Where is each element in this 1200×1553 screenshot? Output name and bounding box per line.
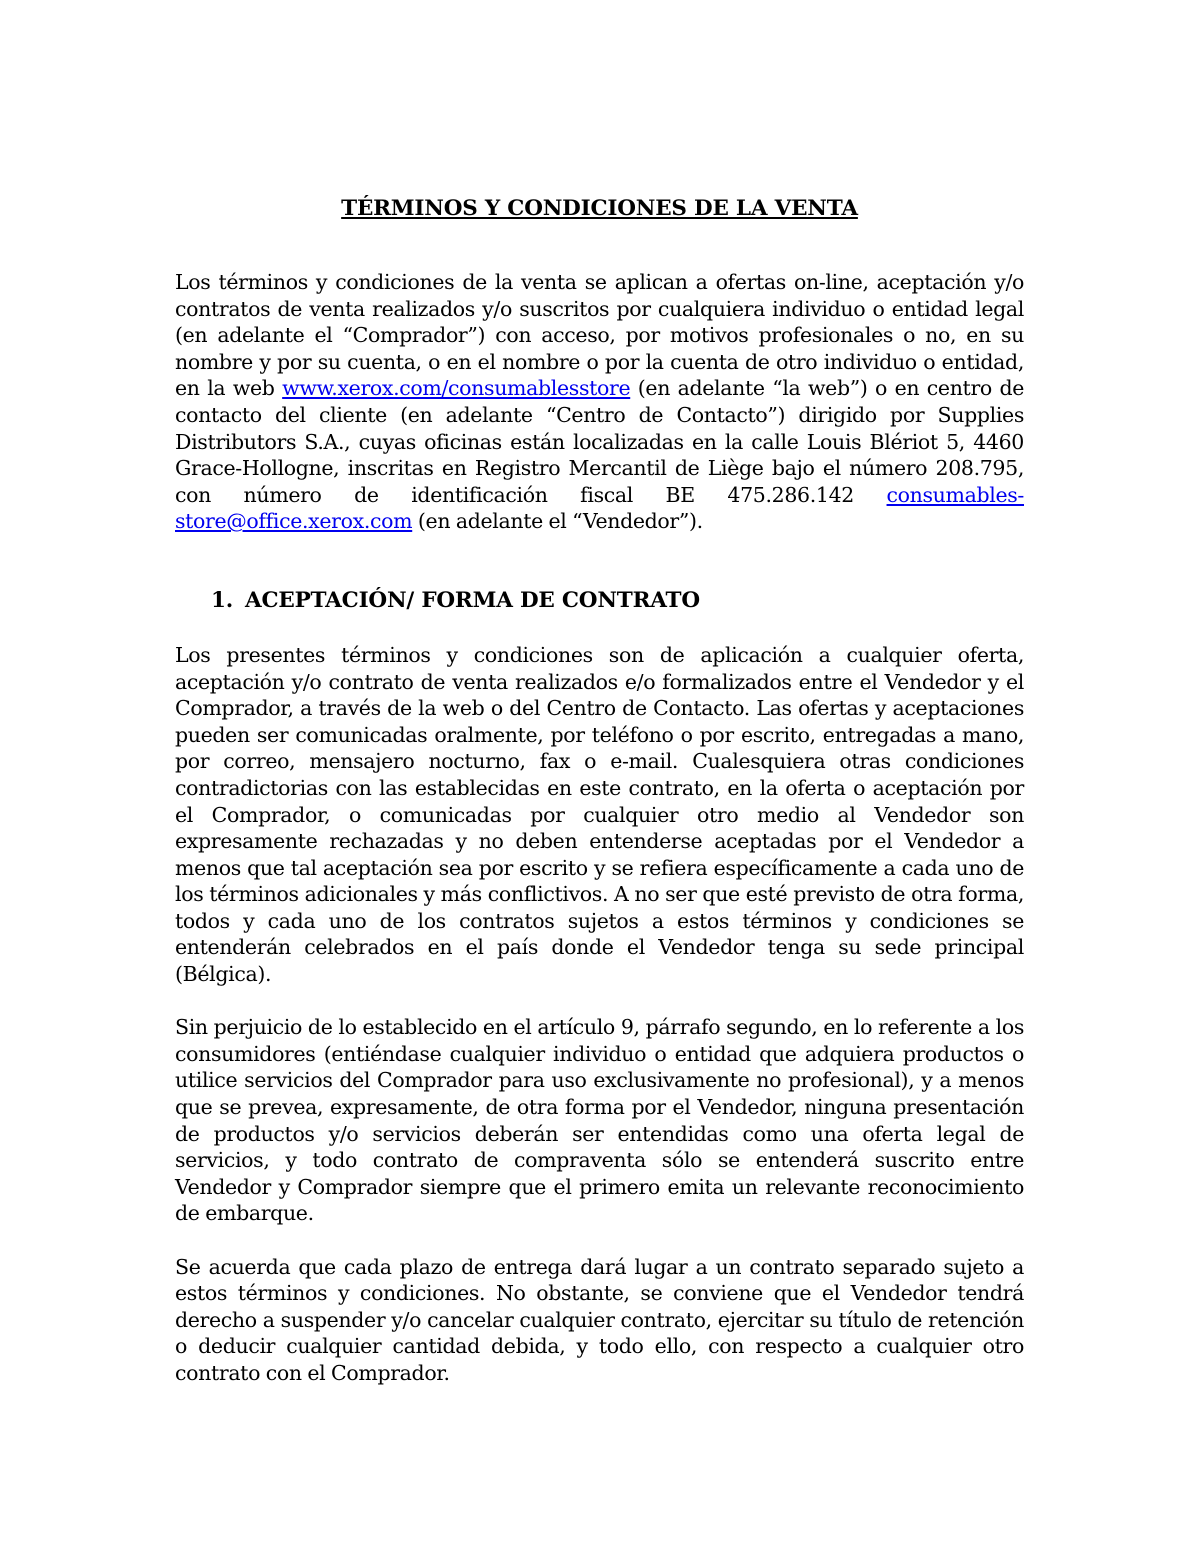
intro-text-1: Los términos y condiciones de la venta se aplican a ofertas on-line, aceptación y/o contratos de venta realizados y/o suscritos por cualquiera individuo o entidad legal (en adelante el “Comprador”) con acceso, por motivos profesionales o no, en su nombre y por su cuenta, o en el nombre o por la cuenta de otro individuo o entidad, en la web — [175, 270, 1024, 401]
section-1-paragraph-1: Los presentes términos y condiciones son de aplicación a cualquier oferta, aceptación y/o contrato de venta realizados e/o formalizados entre el Vendedor y el Comprador, a través de la web o del Centro de Contacto. Las ofertas y aceptaciones pueden ser comunicadas oralmente, por teléfono o por escrito, entregadas a mano, por correo, mensajero nocturno, fax o e-mail. Cualesquiera otras condiciones contradictorias con las establecidas en este contrato, en la oferta o aceptación por el Comprador, o comunicadas por cualquier otro medio al Vendedor son expresamente rechazadas y no deben entenderse aceptadas por el Vendedor a menos que tal aceptación sea por escrito y se refiera específicamente a cada uno de los términos adicionales y más conflictivos. A no ser que esté previsto de otra forma, todos y cada uno de los contratos sujetos a estos términos y condiciones se entenderán celebrados en el país donde el Vendedor tenga su sede principal (Bélgica). — [175, 642, 1024, 987]
section-1-number: 1. — [211, 587, 234, 613]
email-link[interactable]: consumables-store@office.xerox.com — [175, 482, 1024, 534]
intro-text-3: (en adelante el “Vendedor”). — [412, 509, 703, 534]
document-title: TÉRMINOS Y CONDICIONES DE LA VENTA — [341, 196, 858, 221]
section-1-title: ACEPTACIÓN/ FORMA DE CONTRATO — [245, 587, 700, 613]
intro-paragraph — [175, 269, 1024, 535]
intro-text-2: (en adelante “la web”) o en centro de contacto del cliente (en adelante “Centro de Contacto”) dirigido por Supplies Distributors S.A., cuyas oficinas están localizadas en la calle Louis Blériot 5, 4460 Grace-Hollogne, inscritas en Registro Mercantil de Liège bajo el número 208.795, con número de identificación fiscal BE 475.286.142 — [175, 376, 1024, 507]
section-1-paragraph-3: Se acuerda que cada plazo de entrega dará lugar a un contrato separado sujeto a estos términos y condiciones. No obstante, se conviene que el Vendedor tendrá derecho a suspender y/o cancelar cualquier contrato, ejercitar su título de retención o deducir cualquier cantidad debida, y todo ello, con respecto a cualquier otro contrato con el Comprador. — [175, 1254, 1024, 1385]
document-page — [175, 195, 1024, 1413]
section-1-heading — [211, 587, 1024, 615]
web-store-link[interactable]: www.xerox.com/consumablesstore — [282, 376, 631, 401]
section-1-paragraph-2: Sin perjuicio de lo establecido en el artículo 9, párrafo segundo, en lo referente a los consumidores (entiéndase cualquier individuo o entidad que adquiera productos o utilice servicios del Comprador para uso exclusivamente no profesional), y a menos que se prevea, expresamente, de otra forma por el Vendedor, ninguna presentación de productos y/o servicios deberán ser entendidas como una oferta legal de servicios, y todo contrato de compraventa sólo se entenderá suscrito entre Vendedor y Comprador siempre que el primero emita un relevante reconocimiento de embarque. — [175, 1015, 1024, 1226]
